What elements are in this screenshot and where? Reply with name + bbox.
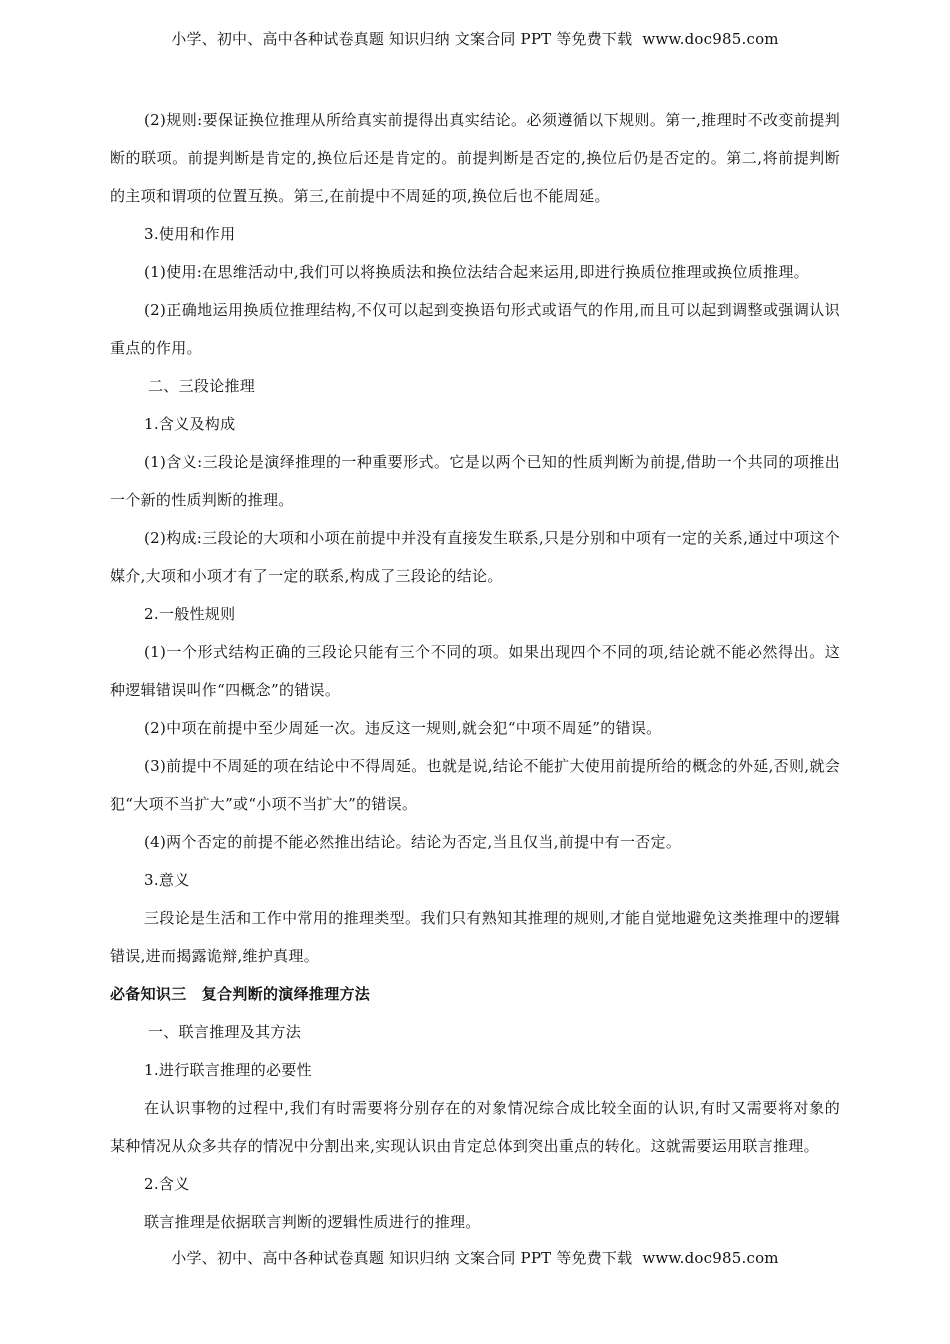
footer-url[interactable]: www.doc985.com (642, 1249, 779, 1267)
footer-text: 小学、初中、高中各种试卷真题 知识归纳 文案合同 PPT 等免费下载 (171, 1249, 633, 1267)
page-footer (0, 1247, 950, 1268)
heading-significance: 3.意义 (144, 871, 190, 889)
paragraph-necessity: 在认识事物的过程中,我们有时需要将分别存在的对象情况综合成比较全面的认识,有时又需要将对象的某种情况从众多共存的情况中分割出来,实现认识由肯定总体到突出重点的转化。这就需要运用联言推理。 (110, 1099, 840, 1155)
document-body (110, 101, 840, 1241)
heading-meaning-and-structure: 1.含义及构成 (144, 415, 236, 433)
heading-conjunctive-inference: 一、联言推理及其方法 (148, 1023, 302, 1041)
header-text: 小学、初中、高中各种试卷真题 知识归纳 文案合同 PPT 等免费下载 (171, 30, 633, 48)
page-header (0, 28, 950, 49)
paragraph-rule-3: (3)前提中不周延的项在结论中不得周延。也就是说,结论不能扩大使用前提所给的概念的外延,否则,就会犯“大项不当扩大”或“小项不当扩大”的错误。 (110, 757, 840, 813)
section-title-compound-judgment: 必备知识三 复合判断的演绎推理方法 (110, 985, 371, 1003)
paragraph-syllogism-structure: (2)构成:三段论的大项和小项在前提中并没有直接发生联系,只是分别和中项有一定的关系,通过中项这个媒介,大项和小项才有了一定的联系,构成了三段论的结论。 (110, 529, 840, 585)
paragraph-rule-4: (4)两个否定的前提不能必然推出结论。结论为否定,当且仅当,前提中有一否定。 (144, 833, 682, 851)
paragraph-function: (2)正确地运用换质位推理结构,不仅可以起到变换语句形式或语气的作用,而且可以起到调整或强调认识重点的作用。 (110, 301, 840, 357)
heading-necessity: 1.进行联言推理的必要性 (144, 1061, 312, 1079)
heading-syllogism: 二、三段论推理 (148, 377, 256, 395)
paragraph-conversion-rules: (2)规则:要保证换位推理从所给真实前提得出真实结论。必须遵循以下规则。第一,推理时不改变前提判断的联项。前提判断是肯定的,换位后还是肯定的。前提判断是否定的,换位后仍是否定的。第二,将前提判断的主项和谓项的位置互换。第三,在前提中不周延的项,换位后也不能周延。 (110, 111, 840, 205)
heading-general-rules: 2.一般性规则 (144, 605, 236, 623)
paragraph-meaning: 联言推理是依据联言判断的逻辑性质进行的推理。 (144, 1213, 481, 1231)
paragraph-use: (1)使用:在思维活动中,我们可以将换质法和换位法结合起来运用,即进行换质位推理或换位质推理。 (144, 263, 809, 281)
paragraph-syllogism-meaning: (1)含义:三段论是演绎推理的一种重要形式。它是以两个已知的性质判断为前提,借助一个共同的项推出一个新的性质判断的推理。 (110, 453, 840, 509)
paragraph-rule-1: (1)一个形式结构正确的三段论只能有三个不同的项。如果出现四个不同的项,结论就不能必然得出。这种逻辑错误叫作“四概念”的错误。 (110, 643, 840, 699)
heading-use-and-function: 3.使用和作用 (144, 225, 236, 243)
paragraph-significance: 三段论是生活和工作中常用的推理类型。我们只有熟知其推理的规则,才能自觉地避免这类推理中的逻辑错误,进而揭露诡辩,维护真理。 (110, 909, 840, 965)
paragraph-rule-2: (2)中项在前提中至少周延一次。违反这一规则,就会犯“中项不周延”的错误。 (144, 719, 662, 737)
header-url[interactable]: www.doc985.com (642, 30, 779, 48)
heading-meaning: 2.含义 (144, 1175, 190, 1193)
